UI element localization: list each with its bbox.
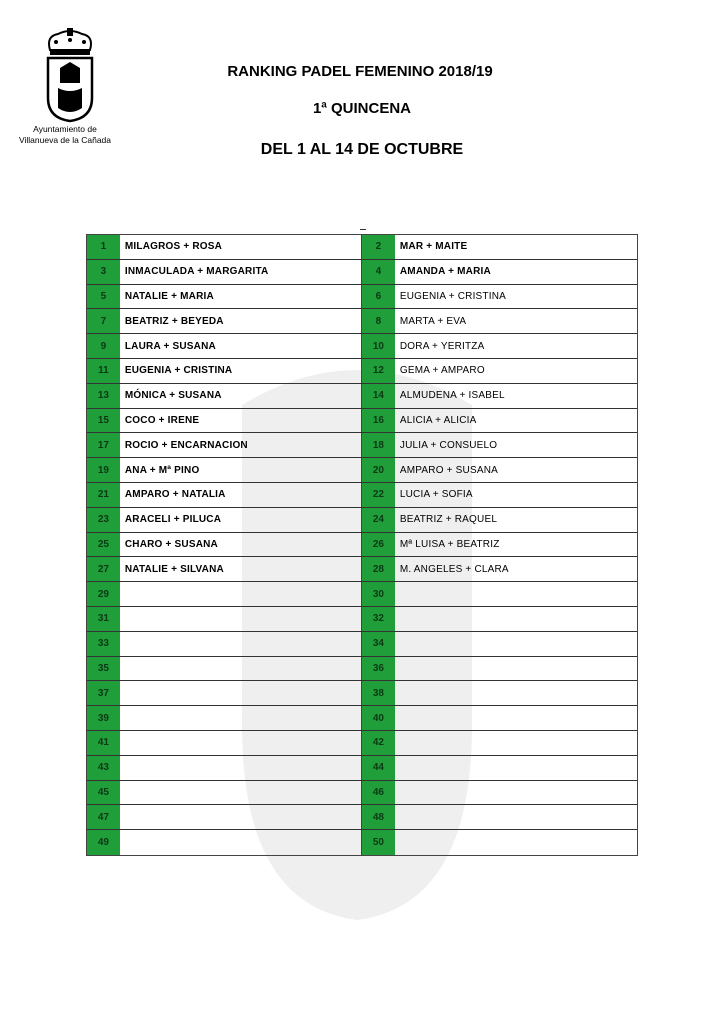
pair-name-left: EUGENIA + CRISTINA [120, 359, 362, 383]
pair-name-right: MAR + MAITE [399, 241, 468, 253]
pair-name-right [395, 632, 637, 656]
pair-name-right [395, 756, 637, 780]
rank-number-left: 13 [87, 384, 120, 408]
pair-name-left: NATALIE + MARIA [120, 285, 362, 309]
rank-number-right: 12 [362, 359, 395, 383]
rank-number-left: 15 [87, 409, 120, 433]
pair-name-left [120, 830, 362, 855]
pair-name-left: BEATRIZ + BEYEDA [120, 309, 362, 333]
table-row [87, 384, 637, 409]
pair-name-left [120, 681, 362, 705]
divider-tick [360, 229, 366, 233]
pair-name-right: MARTA + EVA [399, 315, 467, 327]
rank-number-right: 2 [362, 235, 395, 259]
table-row [87, 260, 637, 285]
pair-name-right: DORA + YERITZA [399, 340, 485, 352]
pair-name-right [395, 657, 637, 681]
rank-number-right: 4 [362, 260, 395, 284]
rank-number-right: 6 [362, 285, 395, 309]
rank-number-right: 16 [362, 409, 395, 433]
table-row [87, 483, 637, 508]
pair-name-left: ROCIO + ENCARNACION [120, 433, 362, 457]
date-range: DEL 1 AL 14 DE OCTUBRE [260, 141, 464, 158]
organization-line-2: Villanueva de la Cañada [19, 135, 111, 145]
table-row [87, 458, 637, 483]
rank-number-left: 41 [87, 731, 120, 755]
pair-name-left: INMACULADA + MARGARITA [120, 260, 362, 284]
pair-name-right [395, 582, 637, 606]
rank-number-left: 27 [87, 557, 120, 581]
pair-name-left: COCO + IRENE [120, 409, 362, 433]
rank-number-left: 23 [87, 508, 120, 532]
rank-number-left: 45 [87, 781, 120, 805]
pair-name-left: CHARO + SUSANA [120, 533, 362, 557]
rank-number-right: 38 [362, 681, 395, 705]
table-row [87, 830, 637, 855]
pair-name-right: EUGENIA + CRISTINA [399, 290, 506, 302]
rank-number-left: 49 [87, 830, 120, 855]
pair-name-right [395, 607, 637, 631]
rank-number-left: 37 [87, 681, 120, 705]
pair-name-left: MILAGROS + ROSA [120, 235, 362, 259]
pair-name-left [120, 607, 362, 631]
rank-number-right: 42 [362, 731, 395, 755]
rank-number-left: 29 [87, 582, 120, 606]
rank-number-right: 18 [362, 433, 395, 457]
rank-number-left: 1 [87, 235, 120, 259]
rank-number-right: 28 [362, 557, 395, 581]
rank-number-right: 10 [362, 334, 395, 358]
rank-number-left: 35 [87, 657, 120, 681]
table-row [87, 706, 637, 731]
pair-name-left [120, 657, 362, 681]
table-row [87, 731, 637, 756]
rank-number-right: 50 [362, 830, 395, 855]
rank-number-left: 25 [87, 533, 120, 557]
pair-name-left: ARACELI + PILUCA [120, 508, 362, 532]
pair-name-left: AMPARO + NATALIA [120, 483, 362, 507]
pair-name-right: AMANDA + MARIA [399, 266, 491, 278]
table-row [87, 334, 637, 359]
page-subtitle: 1ª QUINCENA [312, 100, 412, 117]
rank-number-left: 33 [87, 632, 120, 656]
table-row [87, 607, 637, 632]
pair-name-left [120, 582, 362, 606]
rank-number-left: 19 [87, 458, 120, 482]
pair-name-left [120, 632, 362, 656]
pair-name-right [395, 731, 637, 755]
rank-number-right: 30 [362, 582, 395, 606]
pair-name-left [120, 706, 362, 730]
pair-name-left: LAURA + SUSANA [120, 334, 362, 358]
rank-number-left: 47 [87, 805, 120, 829]
rank-number-right: 32 [362, 607, 395, 631]
rank-number-left: 31 [87, 607, 120, 631]
page-title: RANKING PADEL FEMENINO 2018/19 [227, 63, 493, 80]
rank-number-left: 11 [87, 359, 120, 383]
table-row [87, 582, 637, 607]
table-row [87, 632, 637, 657]
pair-name-right: LUCIA + SOFIA [399, 489, 473, 501]
pair-name-right [395, 781, 637, 805]
rank-number-left: 39 [87, 706, 120, 730]
rank-number-right: 48 [362, 805, 395, 829]
rank-number-left: 7 [87, 309, 120, 333]
ranking-table [86, 234, 638, 856]
rank-number-right: 40 [362, 706, 395, 730]
pair-name-left [120, 781, 362, 805]
organization-line-1: Ayuntamiento de [33, 124, 97, 134]
rank-number-right: 44 [362, 756, 395, 780]
pair-name-left: NATALIE + SILVANA [120, 557, 362, 581]
table-row [87, 409, 637, 434]
table-row [87, 681, 637, 706]
pair-name-right [395, 805, 637, 829]
table-row [87, 756, 637, 781]
table-row [87, 533, 637, 558]
pair-name-left: MÓNICA + SUSANA [120, 384, 362, 408]
pair-name-right [395, 681, 637, 705]
rank-number-right: 20 [362, 458, 395, 482]
rank-number-right: 34 [362, 632, 395, 656]
pair-name-left [120, 805, 362, 829]
pair-name-right: BEATRIZ + RAQUEL [399, 514, 498, 526]
pair-name-right: Mª LUISA + BEATRIZ [399, 538, 500, 550]
table-row [87, 285, 637, 310]
rank-number-right: 46 [362, 781, 395, 805]
table-row [87, 235, 637, 260]
table-row [87, 508, 637, 533]
pair-name-right: ALMUDENA + ISABEL [399, 390, 505, 402]
rank-number-left: 43 [87, 756, 120, 780]
pair-name-left: ANA + Mª PINO [120, 458, 362, 482]
pair-name-right: GEMA + AMPARO [399, 365, 485, 377]
table-row [87, 359, 637, 384]
rank-number-right: 24 [362, 508, 395, 532]
rank-number-left: 21 [87, 483, 120, 507]
table-row [87, 657, 637, 682]
rank-number-right: 22 [362, 483, 395, 507]
table-row [87, 433, 637, 458]
table-row [87, 309, 637, 334]
pair-name-left [120, 731, 362, 755]
pair-name-right: ALICIA + ALICIA [399, 414, 477, 426]
pair-name-right: M. ANGELES + CLARA [399, 563, 509, 575]
table-row [87, 805, 637, 830]
pair-name-left [120, 756, 362, 780]
rank-number-left: 5 [87, 285, 120, 309]
rank-number-left: 17 [87, 433, 120, 457]
table-row [87, 781, 637, 806]
rank-number-left: 3 [87, 260, 120, 284]
pair-name-right [395, 706, 637, 730]
rank-number-right: 26 [362, 533, 395, 557]
rank-number-right: 8 [362, 309, 395, 333]
pair-name-right [395, 830, 637, 855]
pair-name-right: AMPARO + SUSANA [399, 464, 498, 476]
rank-number-left: 9 [87, 334, 120, 358]
table-row [87, 557, 637, 582]
rank-number-right: 36 [362, 657, 395, 681]
pair-name-right: JULIA + CONSUELO [399, 439, 498, 451]
rank-number-right: 14 [362, 384, 395, 408]
